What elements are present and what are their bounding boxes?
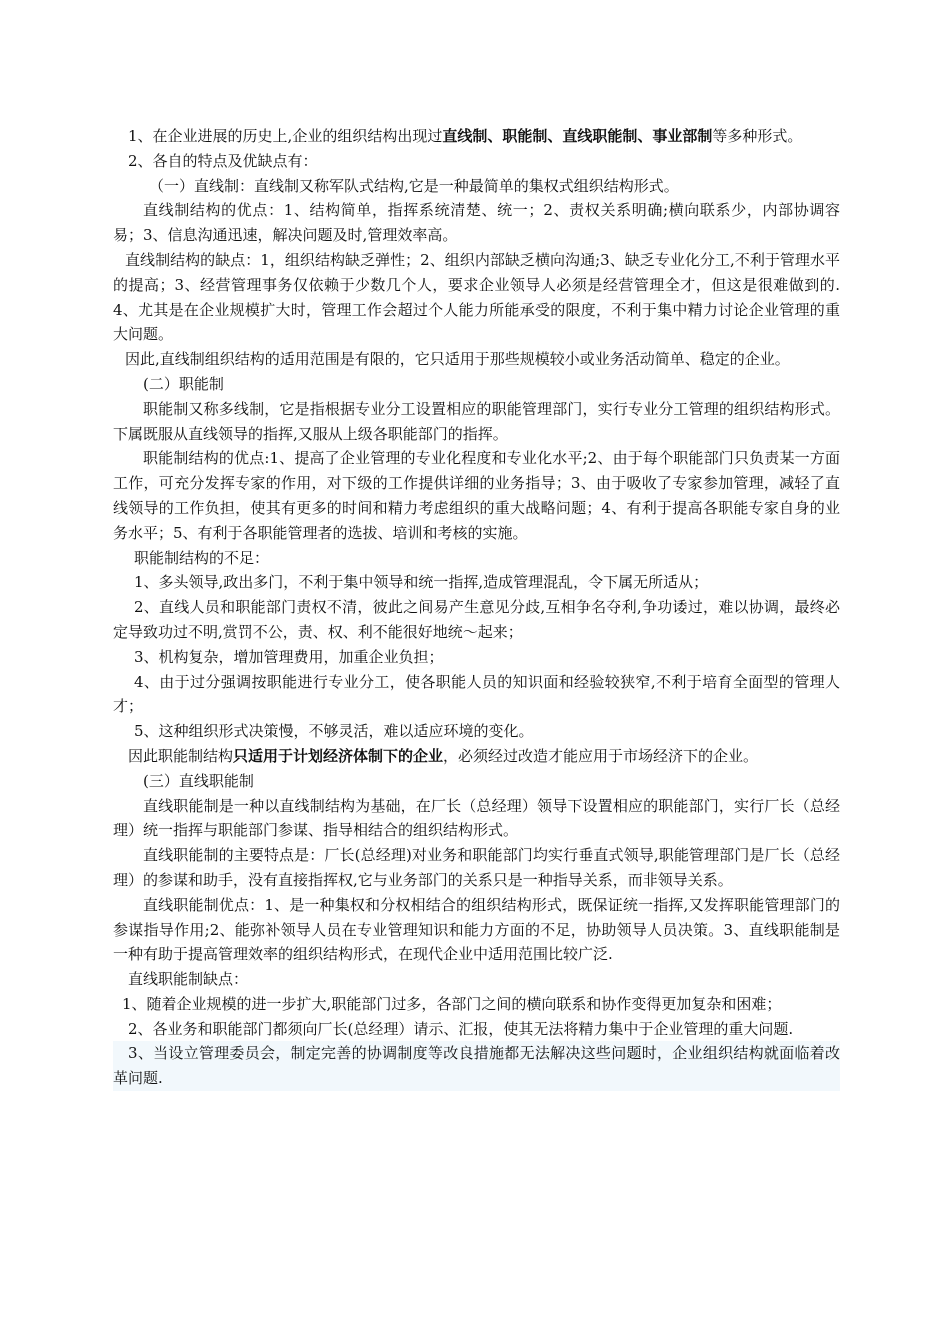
text-run: 职能制又称多线制，它是指根据专业分工设置相应的职能管理部门，实行专业分工管理的组织结构形式。下属既服从直线领导的指挥,又服从上级各职能部门的指挥。	[113, 399, 840, 443]
text-run: 3、机构复杂，增加管理费用，加重企业负担；	[134, 647, 444, 666]
text-run: 2、各业务和职能部门都须向厂长(总经理）请示、汇报，使其无法将精力集中于企业管理的重大问题.	[128, 1019, 794, 1038]
paragraph-12	[113, 595, 840, 645]
document-body	[113, 124, 840, 1091]
text-run: 因此职能制结构	[128, 746, 234, 765]
text-run: 1、随着企业规模的进一步扩大,职能部门过多，各部门之间的横向联系和协作变得更加复杂和困难；	[122, 994, 782, 1013]
paragraph-10	[113, 546, 840, 571]
text-run: （一）直线制：直线制又称军队式结构,它是一种最简单的集权式组织结构形式。	[149, 176, 679, 195]
text-run: 职能制结构的不足：	[134, 548, 270, 567]
text-run: 直线职能制缺点：	[128, 970, 249, 989]
paragraph-9	[113, 446, 840, 545]
text-run: 1、在企业进展的历史上,企业的组织结构出现过	[128, 127, 443, 145]
text-run: 1、多头领导,政出多门，不利于集中领导和统一指挥,造成管理混乱，令下属无所适从；	[134, 573, 709, 592]
paragraph-14	[113, 670, 840, 720]
text-run: 因此,直线制组织结构的适用范围是有限的，它只适用于那些规模较小或业务活动简单、稳定的企业。	[125, 350, 790, 369]
paragraph-4	[113, 198, 840, 248]
paragraph-3	[113, 174, 840, 199]
paragraph-21	[113, 967, 840, 992]
text-run: 等多种形式。	[712, 127, 803, 145]
paragraph-8	[113, 397, 840, 447]
paragraph-17	[113, 769, 840, 794]
text-run: 5、这种组织形式决策慢，不够灵活，难以适应环境的变化。	[134, 722, 534, 741]
text-run: 直线职能制的主要特点是：厂长(总经理)对业务和职能部门均实行垂直式领导,职能管理部门是厂长（总经理）的参谋和助手，没有直接指挥权,它与业务部门的关系只是一种指导关系，而非领导关系。	[113, 846, 840, 889]
text-run: 3、当设立管理委员会，制定完善的协调制度等改良措施都无法解决这些问题时，企业组织结构就面临着改革问题.	[113, 1044, 840, 1088]
paragraph-22	[113, 992, 840, 1017]
text-run: 直线制结构的优点：1、结构简单，指挥系统清楚、统一；2、责权关系明确;横向联系少，内部协调容易；3、信息沟通迅速，解决问题及时,管理效率高。	[113, 201, 840, 245]
text-run: 直线制结构的缺点：1，组织结构缺乏弹性；2、组织内部缺乏横向沟通;3、缺乏专业化分工,不利于管理水平的提高；3、经营管理事务仅依赖于少数几个人，要求企业领导人必须是经营管理全才，但这是很难做到的.4、尤其是在企业规模扩大时，管理工作会超过个人能力所能承受的限度，不利于集中精力讨论企业管理的重大问题。	[113, 250, 840, 344]
paragraph-19	[113, 843, 840, 893]
text-run: (二）职能制	[143, 374, 224, 393]
paragraph-23	[113, 1017, 840, 1042]
paragraph-7	[113, 372, 840, 397]
paragraph-5	[113, 248, 840, 347]
text-run: 直线职能制是一种以直线制结构为基础，在厂长（总经理）领导下设置相应的职能部门，实行厂长（总经理）统一指挥与职能部门参谋、指导相结合的组织结构形式。	[113, 796, 840, 840]
text-run: 职能制结构的优点:1、提高了企业管理的专业化程度和专业化水平;2、由于每个职能部门只负责某一方面工作，可充分发挥专家的作用，对下级的工作提供详细的业务指导；3、由于吸收了专家参加管理，减轻了直线领导的工作负担，使其有更多的时间和精力考虑组织的重大战略问题；4、有利于提高各职能专家自身的业务水平；5、有利于各职能管理者的选拔、培训和考核的实施。	[113, 449, 840, 542]
text-run: 2、直线人员和职能部门责权不清，彼此之间易产生意见分歧,互相争名夺利,争功诿过，难以协调，最终必定导致功过不明,赏罚不公，责、权、利不能很好地统～起来；	[113, 598, 840, 641]
paragraph-6	[113, 347, 840, 372]
paragraph-20	[113, 893, 840, 967]
paragraph-2	[113, 149, 840, 174]
text-run: ，必须经过改造才能应用于市场经济下的企业。	[443, 746, 759, 765]
bold-text: 只适用于计划经济体制下的企业	[233, 746, 444, 765]
text-run: 直线职能制优点：1、是一种集权和分权相结合的组织结构形式，既保证统一指挥,又发挥职能管理部门的参谋指导作用;2、能弥补领导人员在专业管理知识和能力方面的不足，协助领导人员决策。3、直线职能制是一种有助于提高管理效率的组织结构形式，在现代企业中适用范围比较广泛.	[113, 895, 840, 964]
paragraph-24	[113, 1041, 840, 1091]
text-run: 2、各自的特点及优缺点有：	[128, 151, 318, 170]
paragraph-15	[113, 719, 840, 744]
paragraph-18	[113, 794, 840, 844]
paragraph-13	[113, 645, 840, 670]
bold-text: 直线制、职能制、直线职能制、事业部制	[442, 127, 713, 145]
paragraph-16	[113, 744, 840, 769]
text-run: (三）直线职能制	[143, 771, 254, 790]
paragraph-1	[113, 124, 840, 149]
paragraph-11	[113, 570, 840, 595]
text-run: 4、由于过分强调按职能进行专业分工，使各职能人员的知识面和经验较狭窄,不利于培育全面型的管理人才；	[113, 672, 840, 716]
